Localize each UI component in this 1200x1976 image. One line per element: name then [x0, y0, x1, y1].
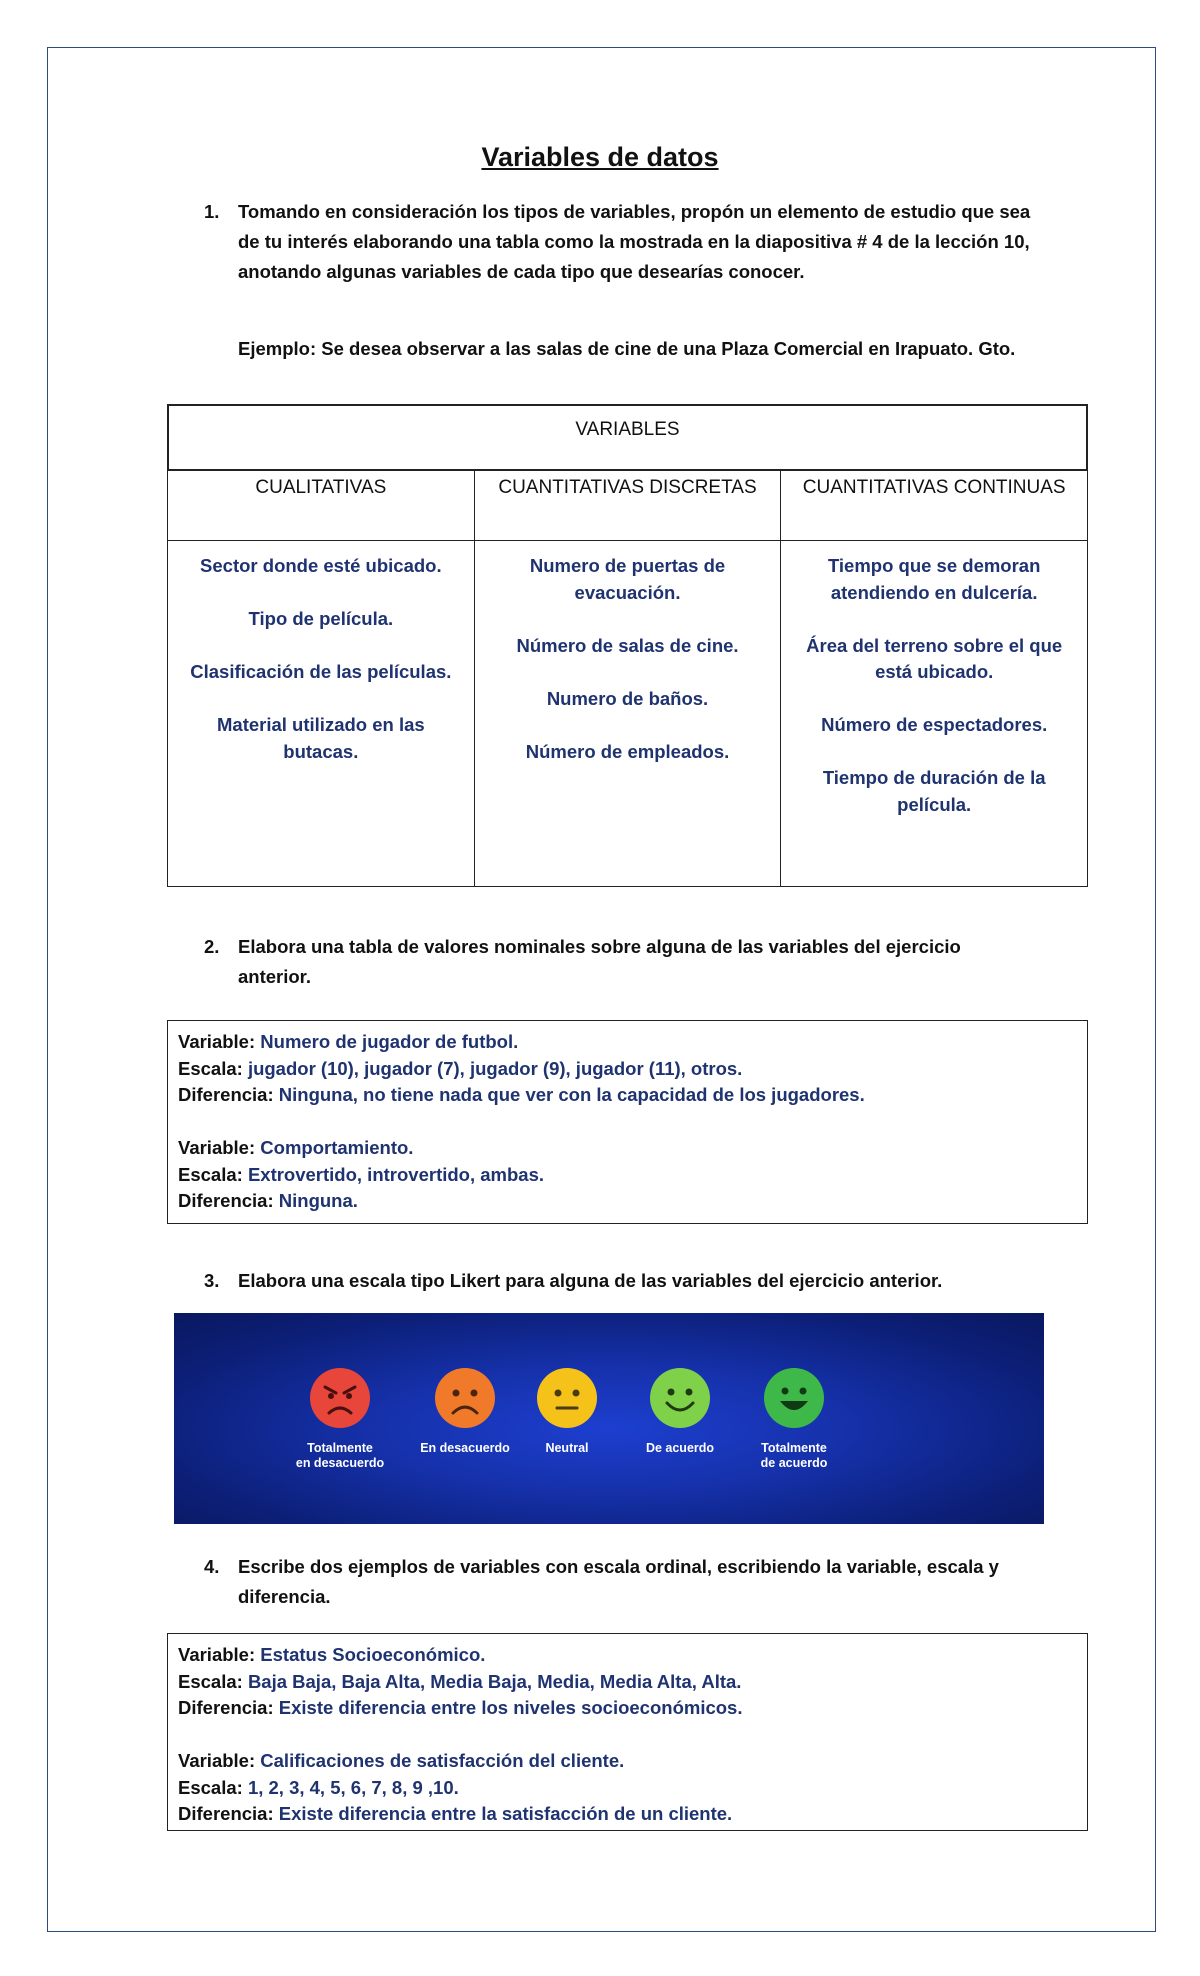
question-3-number: 3.: [204, 1270, 220, 1291]
table-cell: Número de empleados.: [525, 740, 730, 762]
likert-label-line1: En desacuerdo: [420, 1441, 510, 1455]
table-cell: Número de espectadores.: [821, 714, 1048, 735]
variable-label: Variable:: [178, 1137, 256, 1158]
question-2-text: Elabora una tabla de valores nominales sobre alguna de las variables del ejercicio anterior.: [238, 936, 961, 987]
variable-value: Numero de jugador de futbol.: [260, 1031, 519, 1052]
column-title: CUANTITATIVAS CONTINUAS: [781, 469, 1087, 541]
question-1-text: Tomando en consideración los tipos de variables, propón un elemento de estudio que sea de tu interés elaborando una tabla como la mostrada en la diapositiva # 4 de la lección 10, anotando algunas variables de cada tipo que desearías conocer.: [238, 201, 1031, 282]
smile-face-icon: [649, 1367, 711, 1429]
question-2: [204, 932, 1034, 992]
diferencia-value: Ninguna, no tiene nada que ver con la capacidad de los jugadores.: [278, 1084, 865, 1105]
variables-table: [167, 404, 1088, 887]
column-title: CUALITATIVAS: [168, 469, 474, 541]
question-3: [204, 1266, 1034, 1296]
table-cell: Tiempo de duración de la película.: [822, 767, 1046, 815]
column-cualitativas: [168, 469, 475, 886]
table-cell: Tipo de película.: [248, 608, 394, 629]
diferencia-label: Diferencia:: [178, 1697, 274, 1718]
variable-label: Variable:: [178, 1644, 256, 1665]
escala-value: Extrovertido, introvertido, ambas.: [247, 1163, 545, 1185]
variable-value: Estatus Socioeconómico.: [260, 1644, 486, 1665]
neutral-face-icon: [536, 1367, 598, 1429]
diferencia-value: Existe diferencia entre los niveles socioeconómicos.: [278, 1697, 743, 1718]
column-cuantitativas-discretas: [475, 469, 782, 886]
column-title: CUANTITATIVAS DISCRETAS: [475, 469, 781, 541]
likert-label-line1: De acuerdo: [645, 1441, 715, 1455]
question-4: [204, 1552, 1034, 1612]
table-cell: Sector donde esté ubicado.: [200, 555, 442, 576]
happy-face-icon: [763, 1367, 825, 1429]
nominal-values-box: [167, 1020, 1088, 1224]
likert-label-line2: en desacuerdo: [295, 1456, 385, 1470]
likert-label-line2: de acuerdo: [760, 1456, 828, 1470]
question-2-number: 2.: [204, 936, 220, 957]
example-text: Ejemplo: Se desea observar a las salas de cine de una Plaza Comercial en Irapuato. Gto.: [238, 338, 1016, 359]
diferencia-label: Diferencia:: [178, 1803, 274, 1824]
table-cell: Numero de puertas de evacuación.: [529, 555, 726, 603]
likert-option-totalmente-acuerdo: [724, 1367, 864, 1471]
question-3-text: Elabora una escala tipo Likert para alguna de las variables del ejercicio anterior.: [238, 1270, 943, 1291]
escala-value: 1, 2, 3, 4, 5, 6, 7, 8, 9 ,10.: [247, 1776, 459, 1798]
table-cell: Clasificación de las películas.: [190, 661, 452, 682]
escala-label: Escala:: [178, 1163, 243, 1185]
likert-label-line1: Neutral: [545, 1441, 589, 1455]
table-cell: Material utilizado en las butacas.: [217, 714, 425, 762]
variable-label: Variable:: [178, 1031, 256, 1052]
table-cell: Número de salas de cine.: [516, 634, 739, 656]
diferencia-value: Existe diferencia entre la satisfacción de un cliente.: [278, 1803, 733, 1824]
variable-label: Variable:: [178, 1750, 256, 1771]
likert-scale-image: [174, 1313, 1044, 1524]
angry-face-icon: [309, 1367, 371, 1429]
question-1-number: 1.: [204, 201, 220, 222]
diferencia-label: Diferencia:: [178, 1084, 274, 1105]
question-1: [204, 197, 1034, 287]
page-title: Variables de datos: [481, 142, 719, 172]
diferencia-value: Ninguna.: [278, 1190, 358, 1211]
sad-face-icon: [434, 1367, 496, 1429]
column-cuantitativas-continuas: [781, 469, 1087, 886]
variables-table-header: VARIABLES: [167, 404, 1088, 471]
escala-label: Escala:: [178, 1057, 243, 1079]
question-4-text: Escribe dos ejemplos de variables con escala ordinal, escribiendo la variable, escala y diferencia.: [238, 1556, 999, 1607]
diferencia-label: Diferencia:: [178, 1190, 274, 1211]
escala-label: Escala:: [178, 1670, 243, 1692]
variable-value: Calificaciones de satisfacción del cliente.: [260, 1750, 625, 1771]
variable-value: Comportamiento.: [260, 1137, 414, 1158]
table-cell: Numero de baños.: [546, 687, 709, 709]
escala-label: Escala:: [178, 1776, 243, 1798]
table-cell: Área del terreno sobre el que está ubicado.: [806, 634, 1063, 682]
likert-option-totalmente-desacuerdo: [270, 1367, 410, 1471]
ordinal-values-box: [167, 1633, 1088, 1831]
question-4-number: 4.: [204, 1556, 220, 1577]
likert-label-line1: Totalmente: [761, 1441, 827, 1455]
table-cell: Tiempo que se demoran atendiendo en dulcería.: [827, 555, 1041, 603]
escala-value: Baja Baja, Baja Alta, Media Baja, Media, Media Alta, Alta.: [247, 1670, 742, 1692]
escala-value: jugador (10), jugador (7), jugador (9), jugador (11), otros.: [247, 1057, 743, 1079]
likert-label-line1: Totalmente: [307, 1441, 373, 1455]
